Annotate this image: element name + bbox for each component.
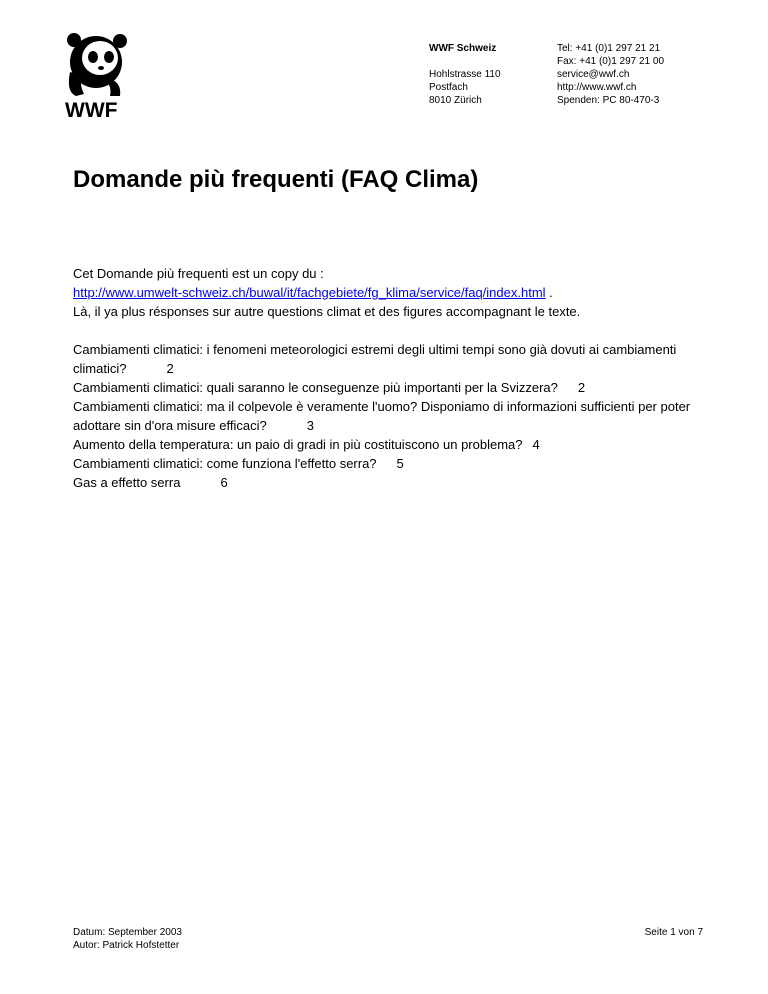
source-link[interactable]: http://www.umwelt-schweiz.ch/buwal/it/fachgebiete/fg_klima/service/faq/index.html (73, 285, 546, 300)
toc-text: Cambiamenti climatici: come funziona l'effetto serra? (73, 456, 377, 471)
toc-entry[interactable] (73, 473, 713, 492)
toc-text: Cambiamenti climatici: ma il colpevole è veramente l'uomo? Disponiamo di informazioni sufficienti per poter adottare sin d'ora misure efficaci? (73, 399, 691, 433)
contact-fax: Fax: +41 (0)1 297 21 00 (557, 56, 665, 67)
page-number: Seite 1 von 7 (644, 927, 703, 938)
org-name: WWF Schweiz (429, 43, 497, 54)
toc-text: Gas a effetto serra (73, 475, 181, 490)
org-address (429, 68, 501, 107)
address-street: Hohlstrasse 110 (429, 69, 501, 80)
toc-text: Aumento della temperatura: un paio di gradi in più costituiscono un problema? (73, 437, 523, 452)
svg-text:WWF: WWF (65, 99, 118, 120)
toc-page: 5 (396, 456, 404, 471)
intro-note: Là, il ya plus résponses sur autre questions climat et des figures accompagnant le texte. (73, 304, 581, 319)
org-contact (557, 42, 664, 107)
toc-entry[interactable] (73, 378, 713, 397)
toc-entry[interactable] (73, 397, 713, 435)
footer-author: Autor: Patrick Hofstetter (73, 940, 180, 951)
contact-email: service@wwf.ch (557, 69, 630, 80)
document-body (73, 264, 713, 492)
toc-page: 2 (577, 380, 586, 395)
wwf-panda-logo (62, 32, 130, 120)
toc-text: Cambiamenti climatici: quali saranno le conseguenze più importanti per la Svizzera? (73, 380, 558, 395)
page-title: Domande più frequenti (FAQ Clima) (73, 166, 479, 193)
toc-page: 3 (306, 418, 314, 433)
link-suffix: . (545, 285, 553, 300)
toc-page: 4 (532, 437, 540, 452)
footer-left (73, 926, 182, 952)
contact-tel: Tel: +41 (0)1 297 21 21 (557, 43, 661, 54)
address-city: 8010 Zürich (429, 95, 482, 106)
intro-line: Cet Domande più frequenti est un copy du : (73, 266, 324, 281)
toc-entry[interactable] (73, 435, 713, 454)
contact-donations: Spenden: PC 80-470-3 (557, 95, 660, 106)
toc-text: Cambiamenti climatici: i fenomeni meteorologici estremi degli ultimi tempi sono già dovuti ai cambiamenti climatici? (73, 342, 677, 376)
toc-page: 6 (220, 475, 228, 490)
footer-date: Datum: September 2003 (73, 927, 182, 938)
contact-web: http://www.wwf.ch (557, 82, 637, 93)
address-postbox: Postfach (429, 82, 468, 93)
toc-entry[interactable] (73, 454, 713, 473)
toc-entry[interactable] (73, 340, 713, 378)
toc-page: 2 (166, 361, 174, 376)
